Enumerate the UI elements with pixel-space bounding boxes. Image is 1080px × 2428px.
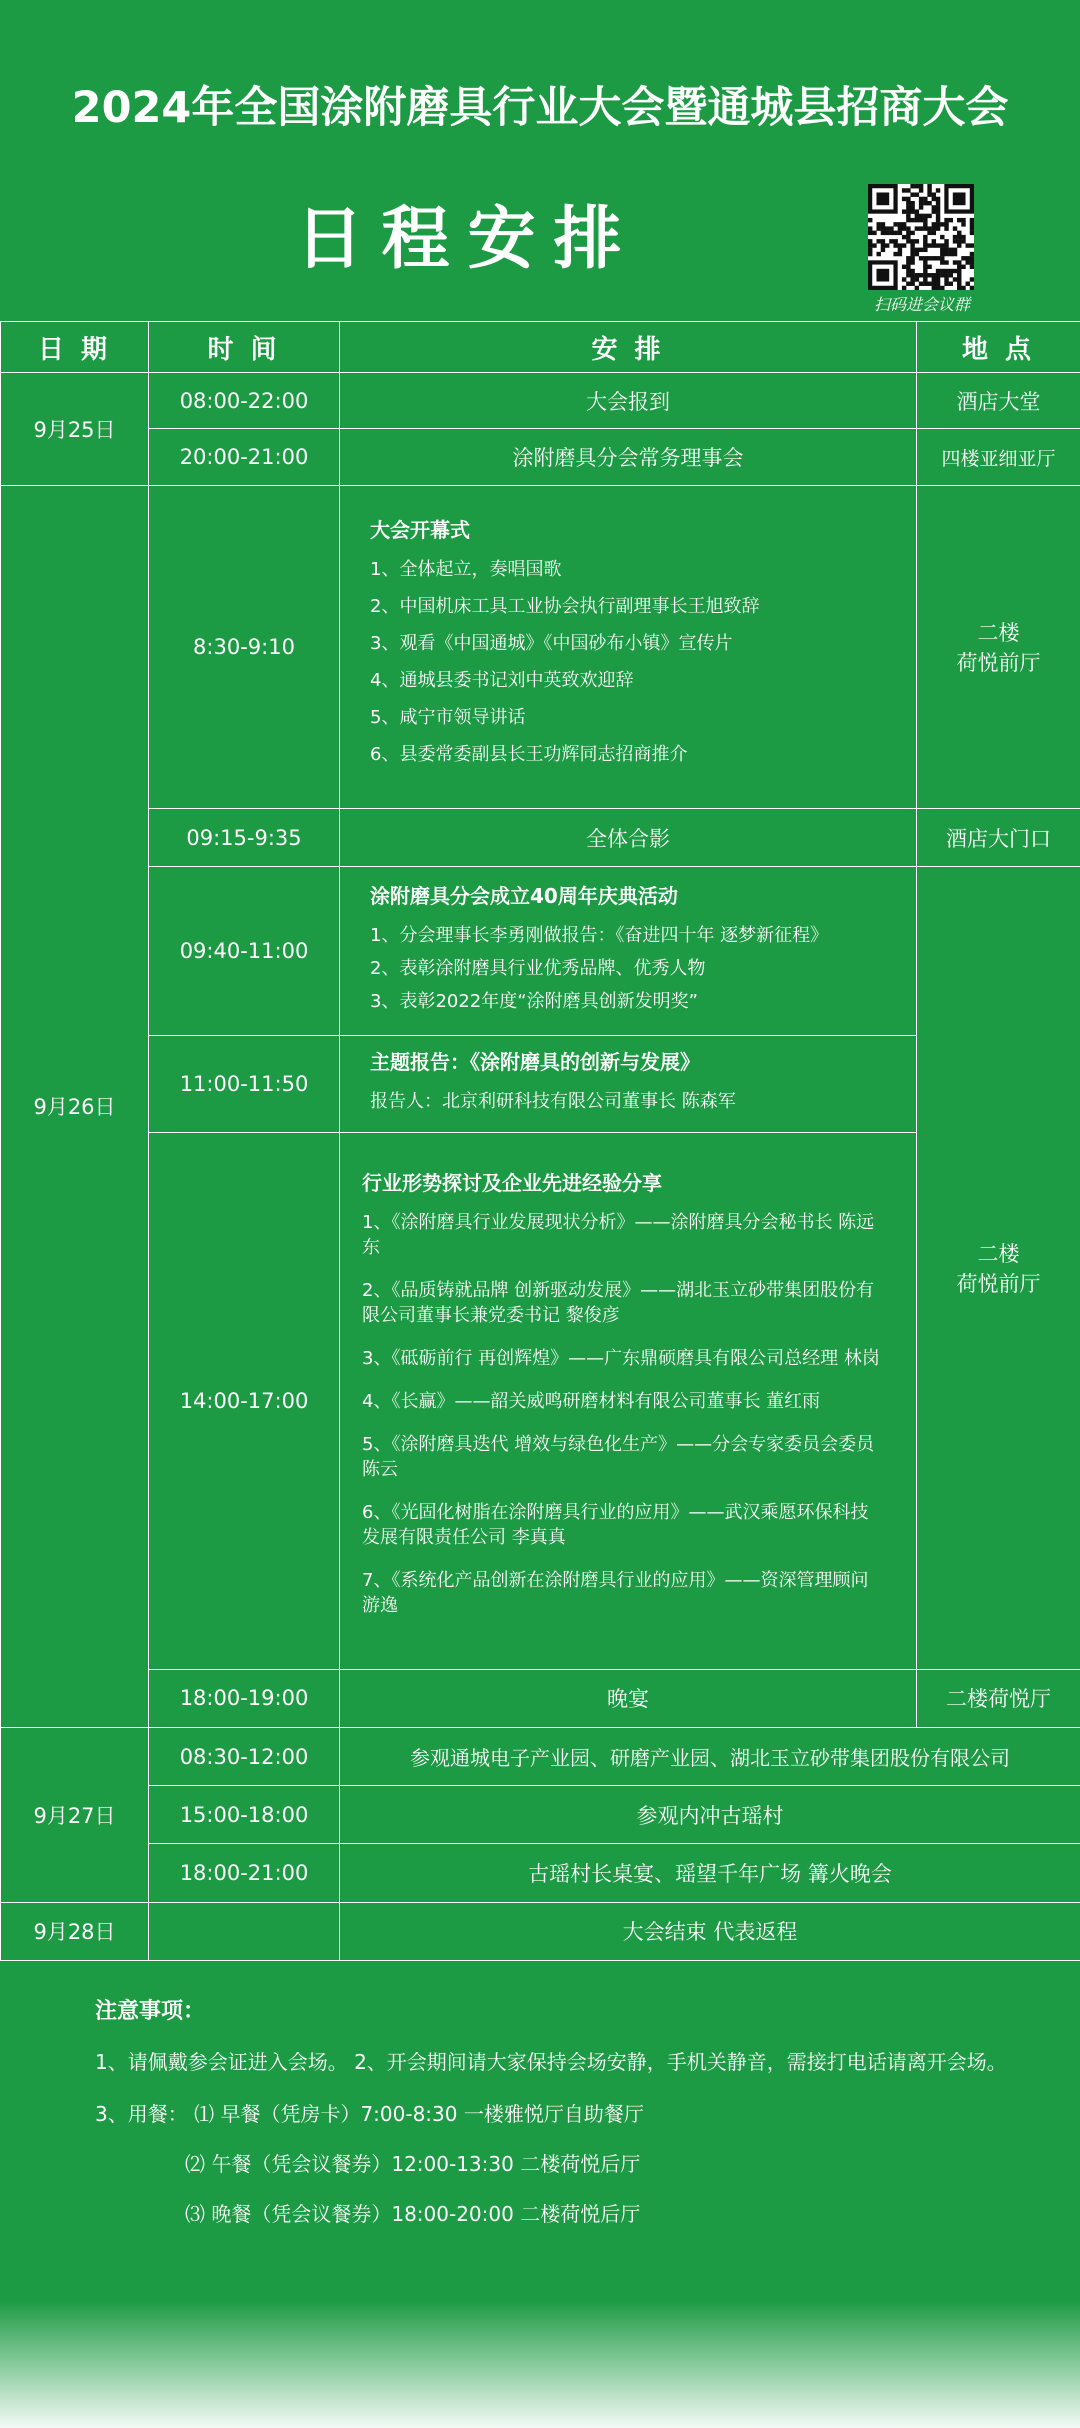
column-header-date: 日 期 (1, 322, 149, 373)
program-item: 报告人：北京利研科技有限公司董事长 陈森军 (370, 1091, 736, 1113)
date-cell: 9月26日 (1, 485, 149, 1727)
venue-cell: 酒店大堂 (917, 373, 1080, 429)
column-header-time: 时 间 (149, 322, 340, 373)
program-item: 1、分会理事长李勇刚做报告：《奋进四十年 逐梦新征程》 (370, 925, 829, 947)
venue-cell: 四楼亚细亚厅 (917, 429, 1080, 485)
date-cell: 9月25日 (1, 373, 149, 485)
schedule-title: 日程安排 (295, 200, 640, 279)
arrangement-cell: 大会结束 代表返程 (340, 1902, 1080, 1960)
program-block-opening (340, 485, 917, 808)
time-cell: 18:00-21:00 (149, 1844, 340, 1902)
note-line: 1、请佩戴参会证进入会场。 2、开会期间请大家保持会场安静，手机关静音，需接打电话请离开会场。 (95, 2050, 1007, 2074)
time-cell: 14:00-17:00 (149, 1133, 340, 1669)
arrangement-cell: 全体合影 (340, 809, 917, 867)
arrangement-cell: 参观内冲古瑶村 (340, 1786, 1080, 1844)
qr-code[interactable] (868, 184, 974, 290)
arrangement-cell: 晚宴 (340, 1669, 917, 1727)
program-block-forum (340, 1133, 917, 1669)
schedule-table (0, 321, 1080, 1961)
program-item: 4、通城县委书记刘中英致欢迎辞 (370, 670, 634, 692)
program-item: 6、《光固化树脂在涂附磨具行业的应用》——武汉乘愿环保科技发展有限责任公司 李真真 (362, 1501, 869, 1548)
program-heading: 大会开幕式 (370, 518, 470, 543)
program-item: 7、《系统化产品创新在涂附磨具行业的应用》——资深管理顾问 游逸 (362, 1569, 869, 1616)
time-cell: 09:40-11:00 (149, 867, 340, 1036)
program-item: 4、《长赢》——韶关威鸣研磨材料有限公司董事长 董红雨 (362, 1390, 821, 1412)
time-cell: 08:00-22:00 (149, 373, 340, 429)
time-cell: 08:30-12:00 (149, 1727, 340, 1785)
venue-cell: 二楼 荷悦前厅 (917, 485, 1080, 808)
note-line: 3、用餐： ⑴ 早餐（凭房卡）7:00-8:30 一楼雅悦厅自助餐厅 (95, 2102, 644, 2126)
program-heading: 主题报告：《涂附磨具的创新与发展》 (370, 1050, 700, 1075)
program-item: 1、《涂附磨具行业发展现状分析》——涂附磨具分会秘书长 陈远东 (362, 1211, 875, 1258)
column-header-arrangement: 安 排 (340, 322, 917, 373)
arrangement-cell: 涂附磨具分会常务理事会 (340, 429, 917, 485)
venue-cell: 酒店大门口 (917, 809, 1080, 867)
time-cell: 09:15-9:35 (149, 809, 340, 867)
note-line: ⑶ 晚餐（凭会议餐券）18:00-20:00 二楼荷悦后厅 (185, 2202, 641, 2226)
program-heading: 行业形势探讨及企业先进经验分享 (362, 1170, 662, 1195)
program-item: 3、观看《中国通城》《中国砂布小镇》宣传片 (370, 633, 733, 655)
qr-caption: 扫码进会议群 (873, 295, 970, 314)
program-block-keynote (340, 1036, 917, 1133)
program-heading: 涂附磨具分会成立40周年庆典活动 (370, 884, 678, 909)
time-cell: 8:30-9:10 (149, 485, 340, 808)
arrangement-cell: 古瑶村长桌宴、瑶望千年广场 篝火晚会 (340, 1844, 1080, 1902)
program-item: 2、中国机床工具工业协会执行副理事长王旭致辞 (370, 596, 760, 618)
program-item: 3、表彰2022年度“涂附磨具创新发明奖” (370, 991, 698, 1013)
arrangement-cell: 大会报到 (340, 373, 917, 429)
time-cell: 20:00-21:00 (149, 429, 340, 485)
column-header-venue: 地 点 (917, 322, 1080, 373)
bottom-fade (0, 2300, 1080, 2428)
program-item: 5、《涂附磨具迭代 增效与绿色化生产》——分会专家委员会委员 陈云 (362, 1433, 875, 1480)
date-cell: 9月28日 (1, 1902, 149, 1960)
page-title: 2024年全国涂附磨具行业大会暨通城县招商大会 (71, 83, 1009, 133)
program-item: 2、《品质铸就品牌 创新驱动发展》——湖北玉立砂带集团股份有限公司董事长兼党委书记 黎俊彦 (362, 1279, 875, 1326)
time-cell: 15:00-18:00 (149, 1786, 340, 1844)
program-block-anniversary (340, 867, 917, 1036)
program-item: 2、表彰涂附磨具行业优秀品牌、优秀人物 (370, 958, 706, 980)
arrangement-cell: 参观通城电子产业园、研磨产业园、湖北玉立砂带集团股份有限公司 (340, 1727, 1080, 1785)
venue-cell: 二楼荷悦厅 (917, 1669, 1080, 1727)
program-item: 1、全体起立，奏唱国歌 (370, 559, 562, 581)
program-item: 5、咸宁市领导讲话 (370, 707, 526, 729)
program-item: 3、《砥砺前行 再创辉煌》——广东鼎硕磨具有限公司总经理 林岗 (362, 1347, 880, 1369)
note-line: ⑵ 午餐（凭会议餐券）12:00-13:30 二楼荷悦后厅 (185, 2152, 641, 2176)
time-cell: 18:00-19:00 (149, 1669, 340, 1727)
date-cell: 9月27日 (1, 1727, 149, 1902)
notes-heading: 注意事项： (95, 1999, 206, 2024)
time-cell (149, 1902, 340, 1960)
venue-cell: 二楼 荷悦前厅 (917, 867, 1080, 1669)
program-item: 6、县委常委副县长王功辉同志招商推介 (370, 744, 688, 766)
time-cell: 11:00-11:50 (149, 1036, 340, 1133)
